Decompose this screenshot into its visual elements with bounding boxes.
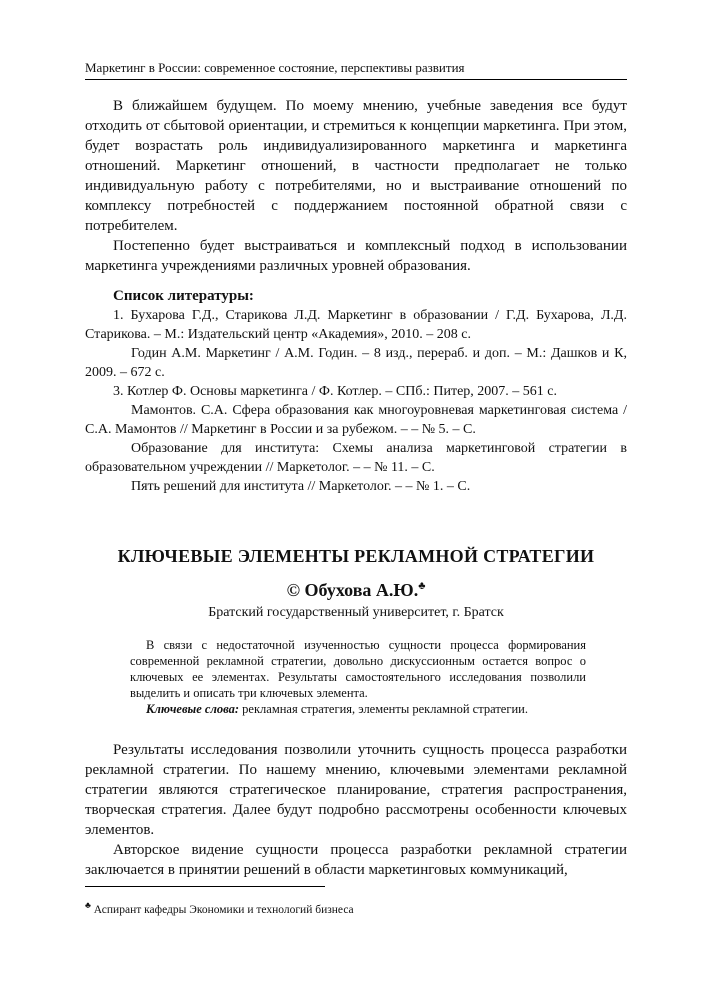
keywords-text: рекламная стратегия, элементы рекламной стратегии.	[239, 702, 528, 716]
intro-section	[85, 96, 627, 276]
running-header: Маркетинг в России: современное состояние, перспективы развития	[85, 60, 627, 80]
keywords-line	[130, 701, 586, 717]
reference-item: Образование для института: Схемы анализа маркетинговой стратегии в образовательном учреждении // Маркетолог. – – № 11. – С.	[85, 441, 627, 475]
reference-item: Мамонтов. С.А. Сфера образования как многоуровневая маркетинговая система / С.А. Мамонтов // Маркетинг в России и за рубежом. – – № 5. – С.	[85, 403, 627, 437]
references-heading: Список литературы:	[113, 288, 254, 304]
body-paragraph-1: Результаты исследования позволили уточнить сущность процесса разработки рекламной стратегии. По нашему мнению, ключевыми элементами рекламной стратегии являются стратегическое планирование, стратегия распространения, творческая стратегия. Далее будут подробно рассмотрены особенности ключевых элементов.	[85, 742, 627, 838]
references-section	[85, 286, 627, 496]
body-paragraph-2: Авторское видение сущности процесса разработки рекламной стратегии заключается в принятии решений в области маркетинговых коммуникаций,	[85, 842, 627, 878]
intro-paragraph-2: Постепенно будет выстраиваться и комплексный подход в использовании маркетинга учреждениями различных уровней образования.	[85, 238, 627, 274]
intro-paragraph-1: В ближайшем будущем. По моему мнению, учебные заведения все будут отходить от сбытовой ориентации, и стремиться к концепции маркетинга. При этом, будет возрастать роль индивидуализированного маркетинга и маркетинга отношений. Маркетинг отношений, в частности предполагает не только индивидуальную работу с потребителями, но и выстраивание отношений по комплексу потребностей с поддержанием постоянной обратной связи с потребителем.	[85, 98, 627, 234]
author-name: © Обухова А.Ю.	[286, 580, 419, 600]
abstract-text: В связи с недостаточной изученностью сущности процесса формирования современной рекламной стратегии, довольно дискуссионным остается вопрос о ключевых ее элементах. Результаты самостоятельного исследования позволили выделить и описать три ключевых элемента.	[130, 638, 586, 700]
footnote-mark: ♣	[85, 900, 91, 910]
reference-item: Пять решений для института // Маркетолог. – – № 1. – С.	[131, 479, 471, 494]
abstract	[130, 637, 586, 717]
keywords-label: Ключевые слова:	[146, 702, 240, 716]
affiliation: Братский государственный университет, г. Братск	[208, 605, 504, 620]
article-title: КЛЮЧЕВЫЕ ЭЛЕМЕНТЫ РЕКЛАМНОЙ СТРАТЕГИИ	[117, 546, 595, 566]
reference-item: Годин А.М. Маркетинг / А.М. Годин. – 8 изд., перераб. и доп. – М.: Дашков и К, 2009. – 672 с.	[85, 346, 627, 380]
article-body	[85, 740, 627, 880]
reference-item: 3. Котлер Ф. Основы маркетинга / Ф. Котлер. – СПб.: Питер, 2007. – 561 с.	[113, 384, 558, 399]
reference-item: 1. Бухарова Г.Д., Старикова Л.Д. Маркетинг в образовании / Г.Д. Бухарова, Л.Д. Старикова. – М.: Издательский центр «Академия», 2010. – 208 с.	[85, 308, 627, 342]
article-header	[85, 545, 627, 622]
footnote	[85, 898, 627, 917]
footnote-divider	[85, 886, 325, 887]
author-line	[85, 575, 627, 601]
footnote-text: Аспирант кафедры Экономики и технологий бизнеса	[90, 903, 354, 916]
author-footnote-mark: ♣	[418, 580, 426, 592]
